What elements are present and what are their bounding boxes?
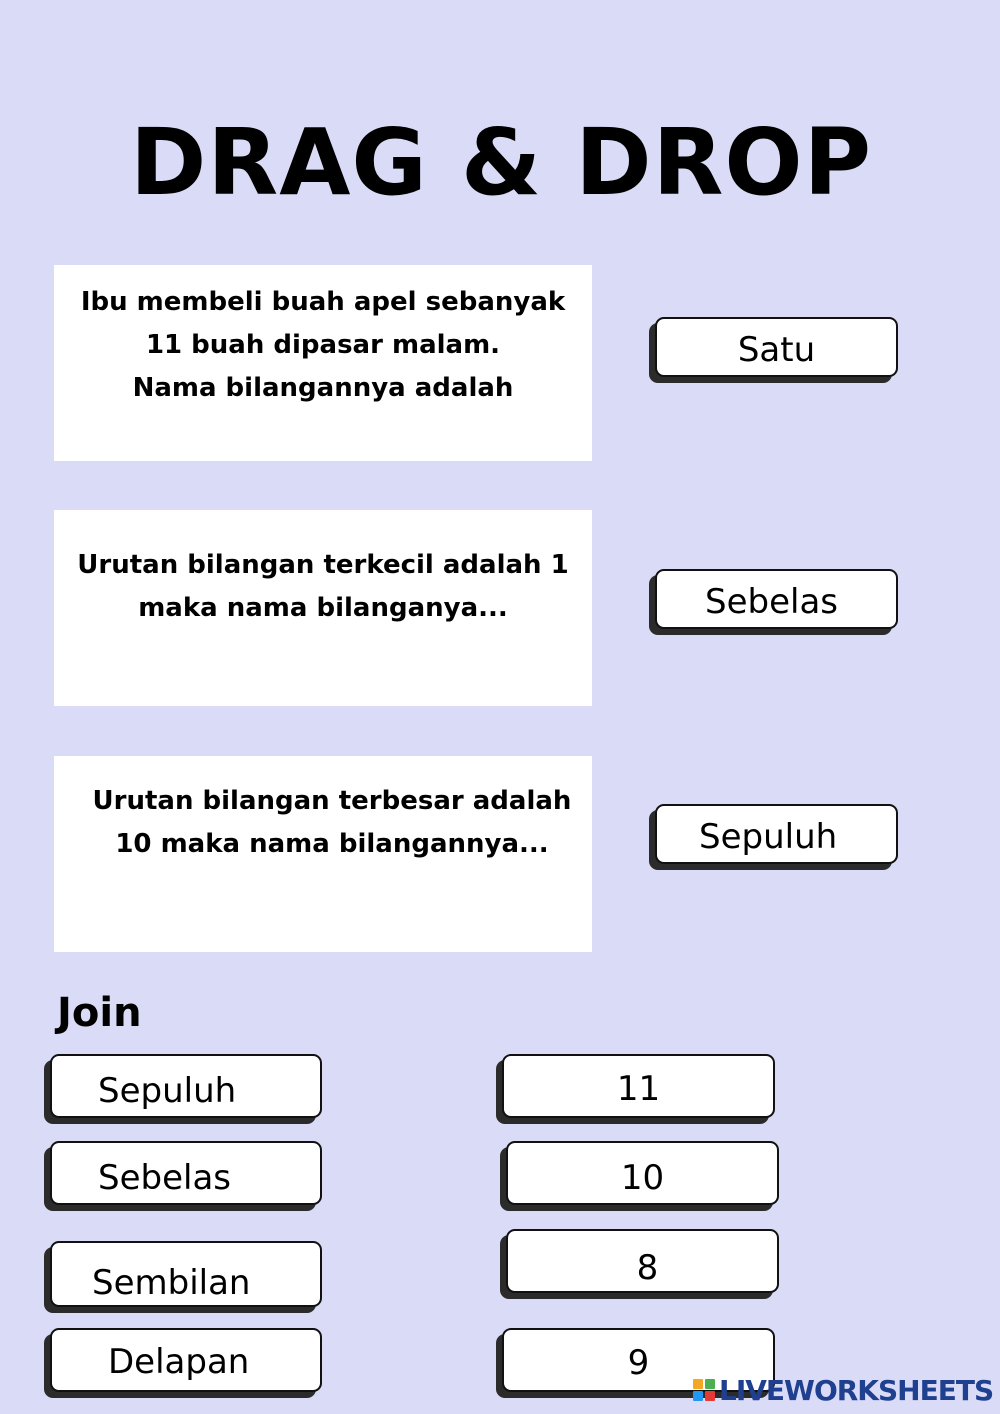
drag-option-sebelas[interactable]: Sebelas (655, 569, 898, 629)
drag-option-sepuluh[interactable]: Sepuluh (655, 804, 898, 864)
drag-option-satu[interactable]: Satu (655, 317, 898, 377)
question-1-line-1: Ibu membeli buah apel sebanyak (80, 287, 566, 317)
join-number-9[interactable]: 9 (502, 1328, 775, 1392)
question-2-line-1: Urutan bilangan terkecil adalah 1 (77, 550, 569, 580)
question-1-line-2: 11 buah dipasar malam. (145, 330, 501, 360)
liveworksheets-watermark (693, 1374, 993, 1406)
question-2-line-2: maka nama bilanganya... (138, 593, 508, 623)
question-box-3 (54, 756, 592, 952)
join-number-10[interactable]: 10 (506, 1141, 779, 1205)
join-word-delapan[interactable]: Delapan (50, 1328, 322, 1392)
join-word-sebelas[interactable]: Sebelas (50, 1141, 322, 1205)
question-3-line-1: Urutan bilangan terbesar adalah (92, 786, 572, 816)
liveworksheets-brand-text: LIVEWORKSHEETS (719, 1373, 994, 1407)
question-box-1 (54, 265, 592, 461)
join-heading: Join (57, 990, 142, 1036)
join-word-sepuluh[interactable]: Sepuluh (50, 1054, 322, 1118)
question-1-line-3: Nama bilangannya adalah (132, 373, 514, 403)
page-title: DRAG & DROP (130, 109, 873, 216)
question-box-2 (54, 510, 592, 706)
join-number-8[interactable]: 8 (506, 1229, 779, 1293)
question-3-line-2: 10 maka nama bilangannya... (115, 829, 549, 859)
liveworksheets-logo-icon (693, 1379, 715, 1401)
join-number-11[interactable]: 11 (502, 1054, 775, 1118)
join-word-sembilan[interactable]: Sembilan (50, 1241, 322, 1307)
